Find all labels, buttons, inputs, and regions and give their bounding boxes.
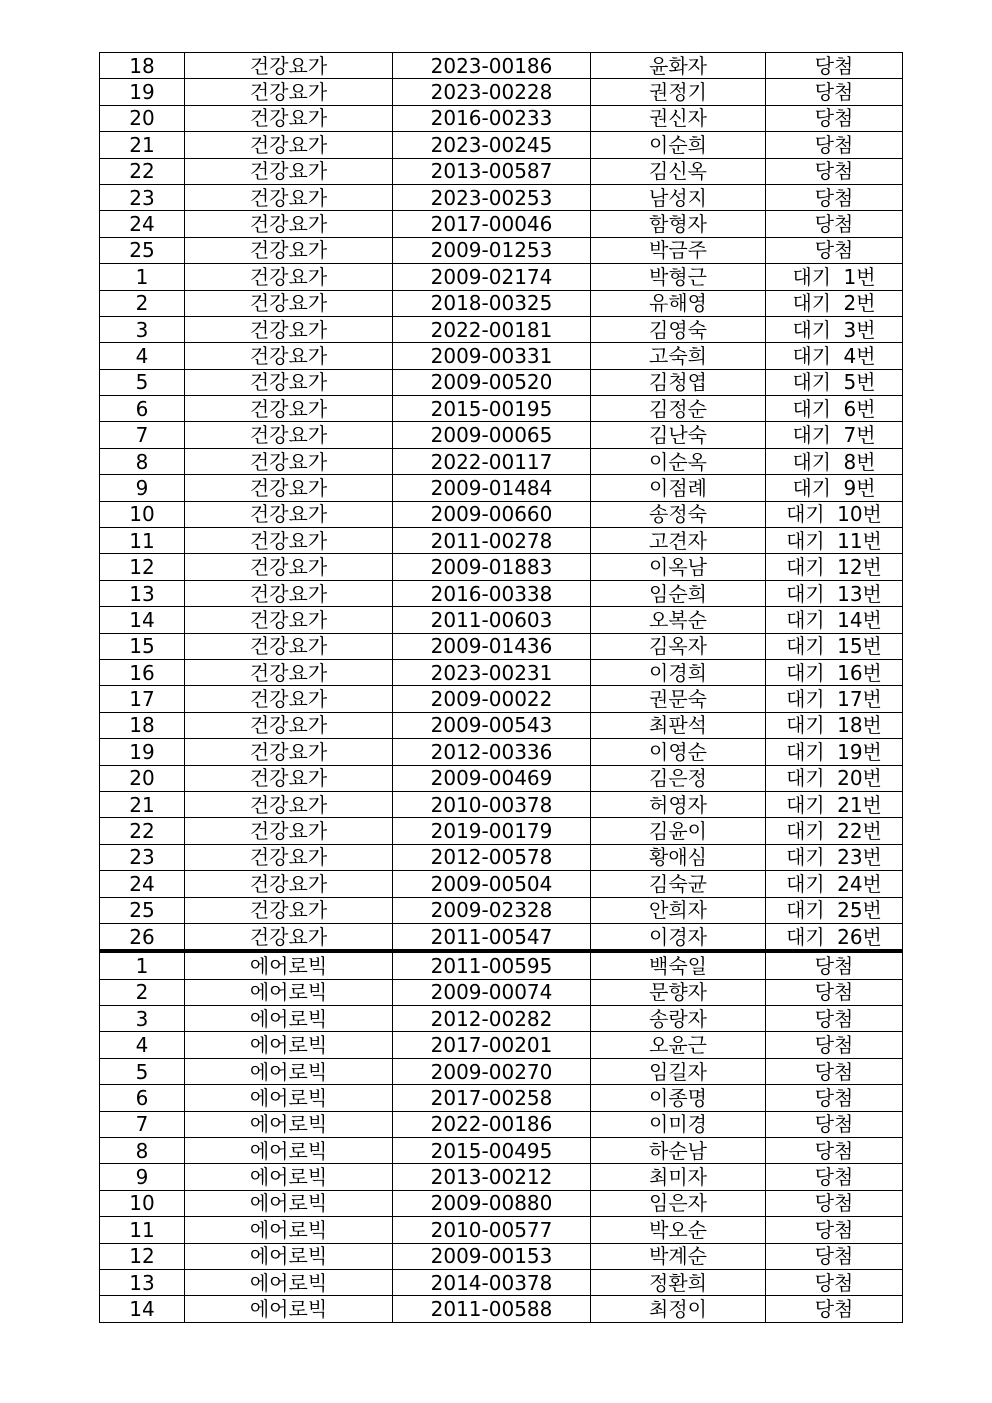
member-id-cell: 2023-00253 — [393, 184, 591, 210]
row-number-cell: 12 — [100, 1243, 185, 1269]
status-cell: 대기 17번 — [766, 686, 903, 712]
program-cell: 건강요가 — [185, 871, 393, 897]
table-row — [100, 923, 903, 951]
member-name-cell: 유해영 — [591, 290, 766, 316]
status-cell: 대기 1번 — [766, 264, 903, 290]
status-cell: 당첨 — [766, 79, 903, 105]
row-number-cell: 2 — [100, 290, 185, 316]
member-name-cell: 정환희 — [591, 1269, 766, 1295]
row-number-cell: 11 — [100, 1217, 185, 1243]
member-id-cell: 2009-01253 — [393, 237, 591, 263]
status-cell: 대기 11번 — [766, 528, 903, 554]
member-id-cell: 2009-01484 — [393, 475, 591, 501]
program-cell: 건강요가 — [185, 396, 393, 422]
program-cell: 건강요가 — [185, 501, 393, 527]
table-row — [100, 1111, 903, 1137]
row-number-cell: 7 — [100, 422, 185, 448]
member-id-cell: 2009-00074 — [393, 979, 591, 1005]
program-cell: 에어로빅 — [185, 1164, 393, 1190]
member-name-cell: 박금주 — [591, 237, 766, 263]
row-number-cell: 13 — [100, 580, 185, 606]
program-cell: 에어로빅 — [185, 951, 393, 979]
status-cell: 대기 3번 — [766, 316, 903, 342]
table-row — [100, 105, 903, 131]
member-id-cell: 2012-00282 — [393, 1006, 591, 1032]
table-row — [100, 686, 903, 712]
status-cell: 당첨 — [766, 1085, 903, 1111]
row-number-cell: 21 — [100, 132, 185, 158]
member-name-cell: 윤화자 — [591, 53, 766, 79]
row-number-cell: 4 — [100, 1032, 185, 1058]
row-number-cell: 21 — [100, 791, 185, 817]
member-name-cell: 허영자 — [591, 791, 766, 817]
program-cell: 에어로빅 — [185, 1243, 393, 1269]
table-row — [100, 791, 903, 817]
row-number-cell: 5 — [100, 369, 185, 395]
program-cell: 건강요가 — [185, 237, 393, 263]
row-number-cell: 26 — [100, 923, 185, 951]
member-id-cell: 2014-00378 — [393, 1269, 591, 1295]
table-row — [100, 1164, 903, 1190]
row-number-cell: 19 — [100, 79, 185, 105]
status-cell: 대기 10번 — [766, 501, 903, 527]
member-name-cell: 안희자 — [591, 897, 766, 923]
status-cell: 대기 19번 — [766, 739, 903, 765]
status-cell: 대기 14번 — [766, 607, 903, 633]
member-name-cell: 박형근 — [591, 264, 766, 290]
member-id-cell: 2016-00338 — [393, 580, 591, 606]
row-number-cell: 1 — [100, 951, 185, 979]
row-number-cell: 8 — [100, 1138, 185, 1164]
table-row — [100, 1296, 903, 1322]
table-row — [100, 422, 903, 448]
member-id-cell: 2022-00181 — [393, 316, 591, 342]
program-cell: 건강요가 — [185, 158, 393, 184]
table-row — [100, 1085, 903, 1111]
table-row — [100, 184, 903, 210]
program-cell: 에어로빅 — [185, 1006, 393, 1032]
status-cell: 대기 8번 — [766, 448, 903, 474]
table-row — [100, 739, 903, 765]
table-row — [100, 158, 903, 184]
status-cell: 대기 25번 — [766, 897, 903, 923]
row-number-cell: 12 — [100, 554, 185, 580]
member-id-cell: 2009-00660 — [393, 501, 591, 527]
member-name-cell: 송정숙 — [591, 501, 766, 527]
member-name-cell: 최정이 — [591, 1296, 766, 1322]
program-cell: 건강요가 — [185, 659, 393, 685]
row-number-cell: 25 — [100, 897, 185, 923]
row-number-cell: 24 — [100, 871, 185, 897]
status-cell: 당첨 — [766, 1138, 903, 1164]
member-id-cell: 2009-00880 — [393, 1190, 591, 1216]
member-id-cell: 2011-00588 — [393, 1296, 591, 1322]
member-name-cell: 이영순 — [591, 739, 766, 765]
member-name-cell: 김난숙 — [591, 422, 766, 448]
member-name-cell: 고견자 — [591, 528, 766, 554]
table-body — [100, 53, 903, 1323]
member-id-cell: 2013-00587 — [393, 158, 591, 184]
status-cell: 당첨 — [766, 1243, 903, 1269]
member-name-cell: 함형자 — [591, 211, 766, 237]
table-row — [100, 316, 903, 342]
member-id-cell: 2009-00022 — [393, 686, 591, 712]
status-cell: 대기 18번 — [766, 712, 903, 738]
member-name-cell: 이종명 — [591, 1085, 766, 1111]
row-number-cell: 23 — [100, 844, 185, 870]
status-cell: 대기 21번 — [766, 791, 903, 817]
row-number-cell: 22 — [100, 818, 185, 844]
member-name-cell: 송랑자 — [591, 1006, 766, 1032]
member-id-cell: 2009-02328 — [393, 897, 591, 923]
table-row — [100, 951, 903, 979]
member-name-cell: 김윤이 — [591, 818, 766, 844]
member-name-cell: 최판석 — [591, 712, 766, 738]
member-id-cell: 2017-00201 — [393, 1032, 591, 1058]
member-name-cell: 김청엽 — [591, 369, 766, 395]
table-row — [100, 818, 903, 844]
member-id-cell: 2012-00336 — [393, 739, 591, 765]
member-name-cell: 권문숙 — [591, 686, 766, 712]
row-number-cell: 9 — [100, 1164, 185, 1190]
member-id-cell: 2009-00270 — [393, 1058, 591, 1084]
program-cell: 건강요가 — [185, 739, 393, 765]
row-number-cell: 9 — [100, 475, 185, 501]
table-row — [100, 369, 903, 395]
row-number-cell: 18 — [100, 712, 185, 738]
member-id-cell: 2019-00179 — [393, 818, 591, 844]
program-cell: 건강요가 — [185, 791, 393, 817]
member-name-cell: 이순희 — [591, 132, 766, 158]
status-cell: 당첨 — [766, 1269, 903, 1295]
member-id-cell: 2017-00046 — [393, 211, 591, 237]
table-row — [100, 1269, 903, 1295]
program-cell: 건강요가 — [185, 132, 393, 158]
row-number-cell: 22 — [100, 158, 185, 184]
program-cell: 건강요가 — [185, 897, 393, 923]
member-id-cell: 2023-00186 — [393, 53, 591, 79]
member-name-cell: 황애심 — [591, 844, 766, 870]
status-cell: 당첨 — [766, 1032, 903, 1058]
program-cell: 건강요가 — [185, 633, 393, 659]
member-name-cell: 이미경 — [591, 1111, 766, 1137]
member-id-cell: 2009-00469 — [393, 765, 591, 791]
status-cell: 당첨 — [766, 951, 903, 979]
status-cell: 당첨 — [766, 1006, 903, 1032]
member-id-cell: 2010-00378 — [393, 791, 591, 817]
program-cell: 건강요가 — [185, 765, 393, 791]
status-cell: 대기 16번 — [766, 659, 903, 685]
member-name-cell: 권정기 — [591, 79, 766, 105]
member-id-cell: 2012-00578 — [393, 844, 591, 870]
status-cell: 대기 7번 — [766, 422, 903, 448]
member-name-cell: 이순옥 — [591, 448, 766, 474]
member-name-cell: 김신옥 — [591, 158, 766, 184]
member-id-cell: 2015-00195 — [393, 396, 591, 422]
member-name-cell: 김숙균 — [591, 871, 766, 897]
member-id-cell: 2009-00065 — [393, 422, 591, 448]
member-id-cell: 2009-02174 — [393, 264, 591, 290]
member-name-cell: 최미자 — [591, 1164, 766, 1190]
table-row — [100, 290, 903, 316]
member-id-cell: 2009-01436 — [393, 633, 591, 659]
status-cell: 당첨 — [766, 1296, 903, 1322]
table-row — [100, 448, 903, 474]
row-number-cell: 14 — [100, 607, 185, 633]
member-id-cell: 2009-00543 — [393, 712, 591, 738]
status-cell: 대기 12번 — [766, 554, 903, 580]
program-cell: 에어로빅 — [185, 1111, 393, 1137]
status-cell: 당첨 — [766, 1217, 903, 1243]
table-row — [100, 633, 903, 659]
program-cell: 건강요가 — [185, 448, 393, 474]
row-number-cell: 14 — [100, 1296, 185, 1322]
status-cell: 대기 23번 — [766, 844, 903, 870]
member-id-cell: 2022-00117 — [393, 448, 591, 474]
program-cell: 건강요가 — [185, 53, 393, 79]
table-row — [100, 1138, 903, 1164]
row-number-cell: 24 — [100, 211, 185, 237]
row-number-cell: 25 — [100, 237, 185, 263]
status-cell: 대기 4번 — [766, 343, 903, 369]
table-row — [100, 132, 903, 158]
row-number-cell: 5 — [100, 1058, 185, 1084]
row-number-cell: 15 — [100, 633, 185, 659]
member-id-cell: 2023-00245 — [393, 132, 591, 158]
member-name-cell: 이경자 — [591, 923, 766, 951]
program-cell: 건강요가 — [185, 343, 393, 369]
row-number-cell: 6 — [100, 1085, 185, 1111]
program-cell: 건강요가 — [185, 686, 393, 712]
row-number-cell: 19 — [100, 739, 185, 765]
row-number-cell: 17 — [100, 686, 185, 712]
member-id-cell: 2017-00258 — [393, 1085, 591, 1111]
status-cell: 당첨 — [766, 1190, 903, 1216]
member-name-cell: 오윤근 — [591, 1032, 766, 1058]
member-id-cell: 2011-00547 — [393, 923, 591, 951]
row-number-cell: 6 — [100, 396, 185, 422]
program-cell: 건강요가 — [185, 554, 393, 580]
member-id-cell: 2009-00153 — [393, 1243, 591, 1269]
table-row — [100, 712, 903, 738]
program-cell: 건강요가 — [185, 211, 393, 237]
program-cell: 건강요가 — [185, 475, 393, 501]
program-cell: 건강요가 — [185, 316, 393, 342]
member-name-cell: 김옥자 — [591, 633, 766, 659]
program-cell: 건강요가 — [185, 290, 393, 316]
program-cell: 건강요가 — [185, 79, 393, 105]
member-id-cell: 2009-00504 — [393, 871, 591, 897]
program-cell: 건강요가 — [185, 607, 393, 633]
lottery-result-table — [99, 52, 903, 1323]
row-number-cell: 3 — [100, 316, 185, 342]
status-cell: 대기 2번 — [766, 290, 903, 316]
table-row — [100, 1243, 903, 1269]
table-row — [100, 396, 903, 422]
table-row — [100, 53, 903, 79]
row-number-cell: 10 — [100, 501, 185, 527]
status-cell: 당첨 — [766, 211, 903, 237]
status-cell: 당첨 — [766, 979, 903, 1005]
row-number-cell: 7 — [100, 1111, 185, 1137]
row-number-cell: 4 — [100, 343, 185, 369]
table-row — [100, 607, 903, 633]
status-cell: 당첨 — [766, 105, 903, 131]
member-id-cell: 2011-00595 — [393, 951, 591, 979]
member-id-cell: 2009-00520 — [393, 369, 591, 395]
table-row — [100, 554, 903, 580]
program-cell: 에어로빅 — [185, 1217, 393, 1243]
row-number-cell: 10 — [100, 1190, 185, 1216]
row-number-cell: 1 — [100, 264, 185, 290]
program-cell: 건강요가 — [185, 369, 393, 395]
table-row — [100, 765, 903, 791]
table-row — [100, 844, 903, 870]
member-name-cell: 남성지 — [591, 184, 766, 210]
row-number-cell: 23 — [100, 184, 185, 210]
table-row — [100, 1006, 903, 1032]
program-cell: 에어로빅 — [185, 1296, 393, 1322]
status-cell: 당첨 — [766, 1058, 903, 1084]
row-number-cell: 3 — [100, 1006, 185, 1032]
table-row — [100, 979, 903, 1005]
program-cell: 에어로빅 — [185, 1269, 393, 1295]
member-name-cell: 이경희 — [591, 659, 766, 685]
status-cell: 당첨 — [766, 158, 903, 184]
program-cell: 건강요가 — [185, 528, 393, 554]
table-row — [100, 528, 903, 554]
status-cell: 대기 15번 — [766, 633, 903, 659]
program-cell: 에어로빅 — [185, 1032, 393, 1058]
table-row — [100, 264, 903, 290]
status-cell: 대기 5번 — [766, 369, 903, 395]
member-id-cell: 2018-00325 — [393, 290, 591, 316]
member-id-cell: 2010-00577 — [393, 1217, 591, 1243]
member-name-cell: 김정순 — [591, 396, 766, 422]
table-row — [100, 237, 903, 263]
status-cell: 대기 13번 — [766, 580, 903, 606]
member-id-cell: 2013-00212 — [393, 1164, 591, 1190]
member-name-cell: 박오순 — [591, 1217, 766, 1243]
status-cell: 당첨 — [766, 184, 903, 210]
row-number-cell: 13 — [100, 1269, 185, 1295]
program-cell: 건강요가 — [185, 923, 393, 951]
row-number-cell: 18 — [100, 53, 185, 79]
table-row — [100, 1058, 903, 1084]
program-cell: 건강요가 — [185, 184, 393, 210]
member-id-cell: 2023-00228 — [393, 79, 591, 105]
member-name-cell: 권신자 — [591, 105, 766, 131]
status-cell: 당첨 — [766, 1111, 903, 1137]
member-id-cell: 2009-01883 — [393, 554, 591, 580]
row-number-cell: 2 — [100, 979, 185, 1005]
member-id-cell: 2023-00231 — [393, 659, 591, 685]
member-id-cell: 2016-00233 — [393, 105, 591, 131]
member-id-cell: 2011-00603 — [393, 607, 591, 633]
table-row — [100, 897, 903, 923]
status-cell: 당첨 — [766, 237, 903, 263]
member-id-cell: 2022-00186 — [393, 1111, 591, 1137]
program-cell: 건강요가 — [185, 712, 393, 738]
program-cell: 건강요가 — [185, 818, 393, 844]
status-cell: 대기 22번 — [766, 818, 903, 844]
member-name-cell: 임은자 — [591, 1190, 766, 1216]
status-cell: 대기 9번 — [766, 475, 903, 501]
table-row — [100, 659, 903, 685]
member-name-cell: 임순희 — [591, 580, 766, 606]
member-name-cell: 문향자 — [591, 979, 766, 1005]
table-row — [100, 1217, 903, 1243]
member-id-cell: 2009-00331 — [393, 343, 591, 369]
program-cell: 건강요가 — [185, 422, 393, 448]
member-name-cell: 김은정 — [591, 765, 766, 791]
row-number-cell: 8 — [100, 448, 185, 474]
member-name-cell: 김영숙 — [591, 316, 766, 342]
status-cell: 당첨 — [766, 132, 903, 158]
program-cell: 에어로빅 — [185, 1190, 393, 1216]
status-cell: 대기 26번 — [766, 923, 903, 951]
status-cell: 대기 6번 — [766, 396, 903, 422]
table-row — [100, 501, 903, 527]
table-row — [100, 79, 903, 105]
row-number-cell: 20 — [100, 765, 185, 791]
table-row — [100, 580, 903, 606]
member-name-cell: 오복순 — [591, 607, 766, 633]
row-number-cell: 16 — [100, 659, 185, 685]
row-number-cell: 20 — [100, 105, 185, 131]
table-row — [100, 211, 903, 237]
member-name-cell: 백숙일 — [591, 951, 766, 979]
row-number-cell: 11 — [100, 528, 185, 554]
table-row — [100, 871, 903, 897]
table-row — [100, 475, 903, 501]
table-row — [100, 1032, 903, 1058]
program-cell: 에어로빅 — [185, 979, 393, 1005]
program-cell: 건강요가 — [185, 264, 393, 290]
member-name-cell: 이옥남 — [591, 554, 766, 580]
status-cell: 당첨 — [766, 1164, 903, 1190]
member-name-cell: 박계순 — [591, 1243, 766, 1269]
program-cell: 에어로빅 — [185, 1058, 393, 1084]
member-id-cell: 2011-00278 — [393, 528, 591, 554]
status-cell: 대기 24번 — [766, 871, 903, 897]
member-name-cell: 임길자 — [591, 1058, 766, 1084]
program-cell: 건강요가 — [185, 105, 393, 131]
member-id-cell: 2015-00495 — [393, 1138, 591, 1164]
table-row — [100, 1190, 903, 1216]
program-cell: 에어로빅 — [185, 1085, 393, 1111]
program-cell: 에어로빅 — [185, 1138, 393, 1164]
member-name-cell: 고숙희 — [591, 343, 766, 369]
program-cell: 건강요가 — [185, 580, 393, 606]
status-cell: 대기 20번 — [766, 765, 903, 791]
member-name-cell: 이점례 — [591, 475, 766, 501]
table-row — [100, 343, 903, 369]
program-cell: 건강요가 — [185, 844, 393, 870]
member-name-cell: 하순남 — [591, 1138, 766, 1164]
status-cell: 당첨 — [766, 53, 903, 79]
